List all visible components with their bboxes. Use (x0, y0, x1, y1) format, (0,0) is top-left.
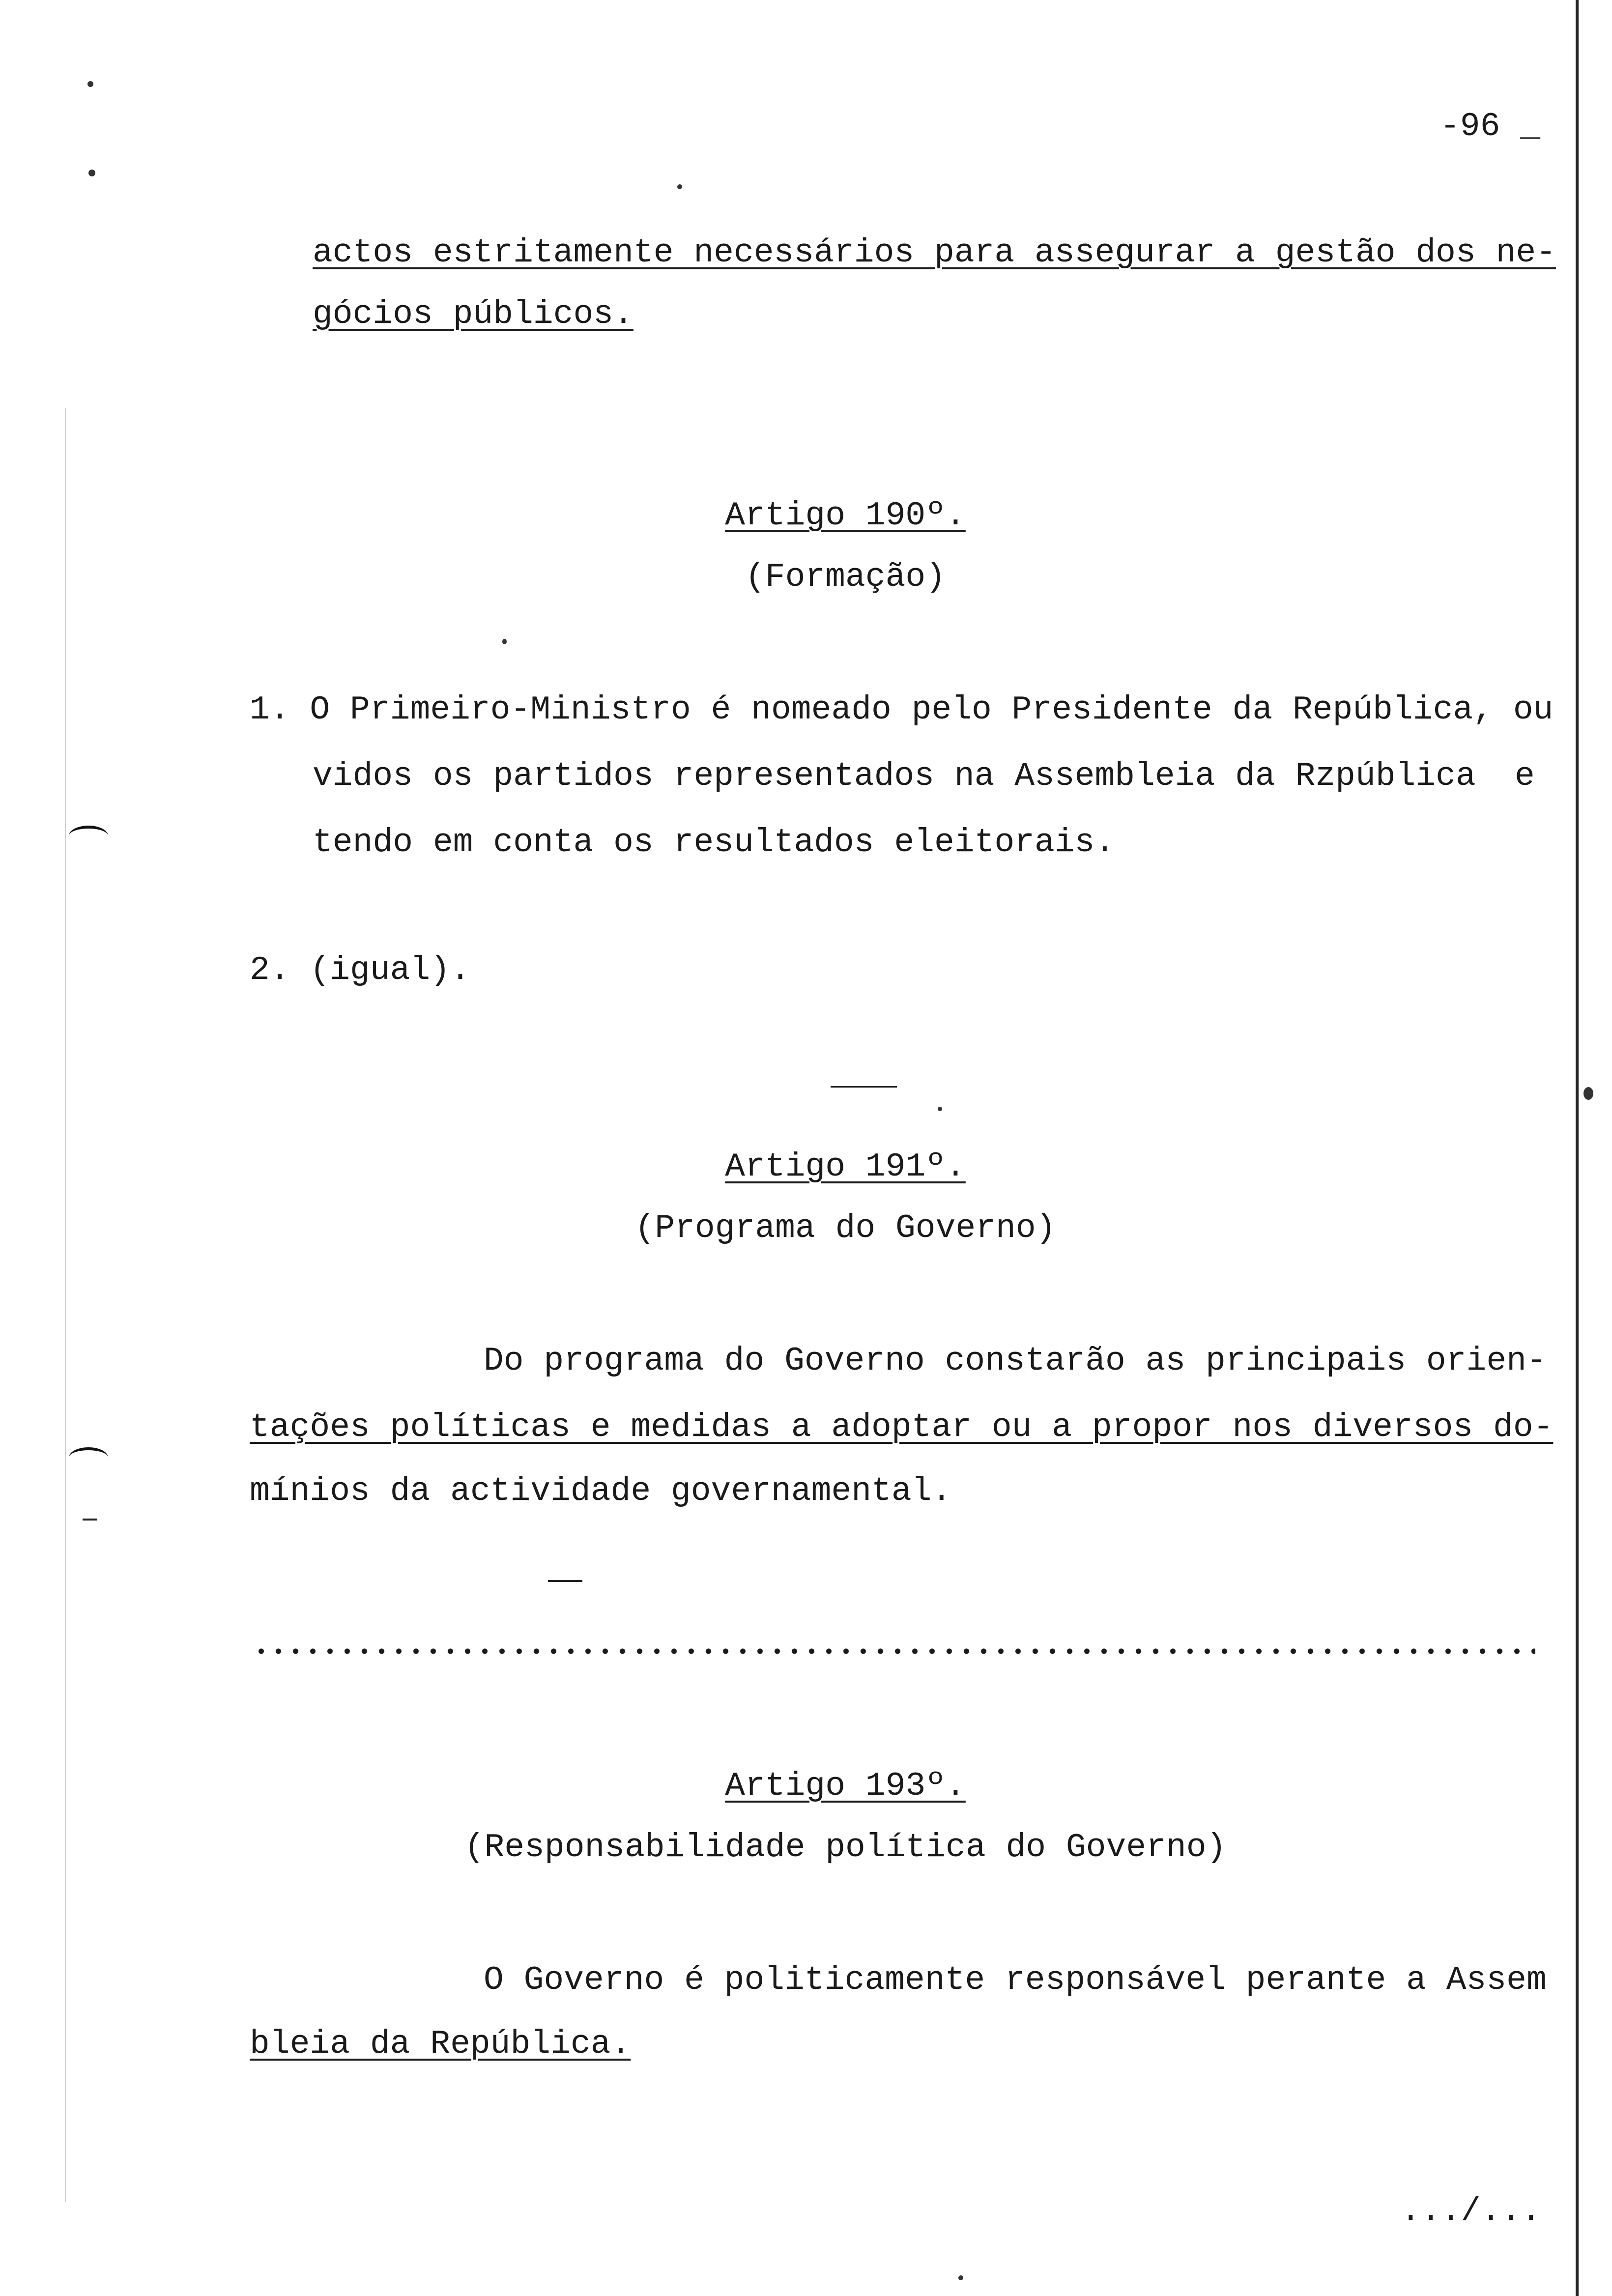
underlined-text: bleia da República. (250, 2025, 631, 2063)
list-item-line: vidos os partidos representados na Assembleia da Rzpública (313, 757, 1476, 795)
list-item-line-end: e (1515, 757, 1535, 795)
paragraph-line: O Governo é politicamente responsável perante a Assem (484, 1961, 1547, 1999)
scan-speck (677, 184, 682, 189)
article-heading (0, 1767, 1612, 1806)
list-item: 2. (igual). (250, 951, 470, 989)
article-title: Artigo 191º. (725, 1148, 966, 1186)
punch-hole-mark (69, 1447, 108, 1468)
paragraph-line: mínios da actividade governamental. (250, 1472, 952, 1510)
scan-speck (938, 1107, 942, 1111)
punch-hole-mark (69, 826, 108, 846)
underlined-text: gócios públicos. (313, 295, 633, 333)
paragraph-line (313, 295, 633, 334)
paragraph-line: Do programa do Governo constarão as principais orien- (484, 1342, 1547, 1380)
scan-speck (958, 2275, 963, 2280)
list-item-line: tendo em conta os resultados eleitorais. (313, 824, 1115, 861)
article-title: Artigo 193º. (725, 1767, 966, 1805)
page-number: -96 _ (1440, 108, 1541, 145)
continuation-mark: .../... (1401, 2192, 1541, 2230)
article-subtitle: (Responsabilidade política do Governo) (464, 1829, 1227, 1866)
scan-stroke (83, 1519, 97, 1521)
article-heading (0, 1148, 1612, 1187)
scan-stroke (548, 1580, 582, 1582)
scan-left-margin-line (65, 408, 66, 2202)
article-subtitle: (Programa do Governo) (634, 1209, 1056, 1247)
scan-speck (88, 170, 95, 176)
paragraph-line: tações políticas e medidas a adoptar ou a propor nos diversos do- (250, 1408, 1554, 1446)
paragraph-line: actos estritamente necessários para assegurar a gestão dos ne- (313, 234, 1556, 272)
list-item-line: 1. O Primeiro-Ministro é nomeado pelo Presidente da República, ou (250, 691, 1554, 729)
article-heading (0, 496, 1612, 536)
article-title: Artigo 190º. (725, 497, 966, 535)
article-subtitle: (Formação) (745, 558, 946, 596)
scan-speck (502, 639, 507, 644)
omission-dotted-line (253, 1644, 1535, 1659)
scan-stroke (831, 1086, 897, 1088)
paragraph-line (250, 2025, 631, 2064)
scan-speck (1583, 1087, 1593, 1100)
scan-speck (87, 81, 93, 87)
